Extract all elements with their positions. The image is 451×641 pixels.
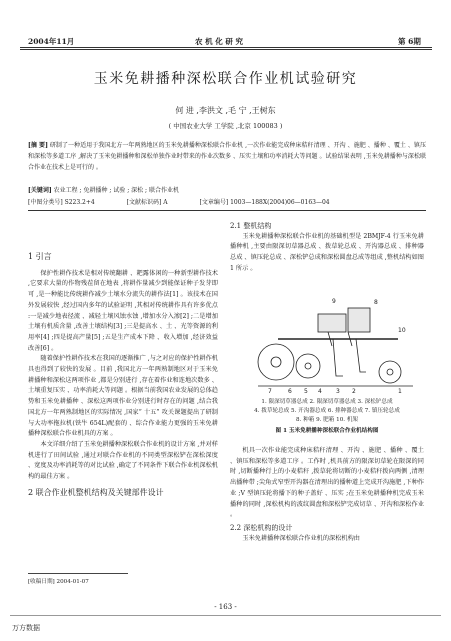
section-2-2-heading: 2.2 深松机构的设计 (230, 523, 293, 532)
seed-box (348, 308, 370, 332)
header-rule-thin (20, 49, 432, 50)
right-column-top (230, 221, 424, 275)
paragraph-subsoil-mechanism: 玉米免耕播种深松联合作业机的深松机构由 (242, 534, 360, 542)
label-3: 3 (336, 388, 340, 394)
machine-structure-figure (248, 294, 423, 394)
label-5: 5 (304, 388, 308, 394)
keywords-label: [关键词] (28, 187, 52, 194)
label-7: 7 (268, 388, 272, 394)
header-issue: 第 6期 (398, 37, 421, 46)
press-wheel (379, 361, 401, 383)
figure-legend-line-3: 8. 种箱 9. 肥箱 10. 机架 (295, 417, 359, 423)
figure-legend-line-1: 1. 限深切草器总成 2. 限深切草器总成 3. 深松铲总成 (261, 399, 393, 405)
abstract (28, 140, 426, 173)
paper-title: 玉米免耕播种深松联合作业机试验研究 (93, 71, 358, 87)
fertilizer-box (318, 314, 346, 332)
label-8: 8 (374, 299, 378, 306)
figure-caption: 图 1 玉米免耕播种深松联合作业机结构图 (275, 428, 379, 434)
subsoil-shank (333, 339, 343, 376)
figure-legend-line-2: 4. 拨草轮总成 5. 开沟器总成 6. 排种器总成 7. 镇压轮总成 (254, 408, 400, 414)
header-rule (20, 47, 432, 48)
authors: 何 进 ,李洪文 ,毛 宁 ,王树东 (175, 106, 276, 115)
wanfang-watermark: 万方数据 (12, 624, 40, 632)
header-date: 2004年11月 (28, 37, 75, 46)
footnote-rule (28, 573, 128, 574)
affiliation: ( 中国农业大学 工学院 ,北京 100083 ) (168, 122, 283, 130)
abstract-label: [摘 要] (28, 142, 48, 149)
paragraph-intro-3: 本文详细介绍了玉米免耕播种深松联合作业机的设计方案 ,并对样机进行了田间试验 ,通过对联合作业机的不同类型深松铲在深松深度 、宽度及功率消耗等的对比试验 ,确定了不同条件下联合作业机深松机构的最佳方案 。 (28, 440, 218, 481)
opener (356, 339, 366, 372)
paragraph-intro-2: 随着保护性耕作技术在我国的逐渐推广 ,与之对应的保护性耕作机具也得到了较快的发展 。目前 ,我国北方一年两熟制地区对于玉米免耕播种和深松这两项作业 ,都是分别进行 ,存在着作业和连地次数多 、土壤重复压实 、功率消耗大等问题 。根据当前我国农业发展的总体趋势和玉米免耕播种 、深松这两项作业分别进行时存在的问题 ,结合我国北方一年两熟制地区的实际情况 ,国家“ 十五” 攻关课题提出了研制与大功率拖拉机(铁牛 654L)配套的 、综合作业能力更强的玉米免耕播种深松联合作业机具的方案 。 (28, 355, 218, 438)
label-4: 4 (318, 388, 322, 394)
label-10: 10 (398, 327, 406, 334)
grass-kick-wheel (296, 354, 320, 378)
left-column (28, 252, 218, 498)
footer-rule (10, 615, 441, 616)
label-2: 2 (352, 388, 356, 394)
section-2-heading: 2 联合作业机整机结构及关键部件设计 (28, 487, 164, 497)
keywords-text: 农业工程 ; 免耕播种 ; 试验 ; 深松 ; 联合作业机 (53, 187, 179, 194)
document-code: [文献标识码] A (126, 199, 168, 206)
right-column-bottom (230, 446, 424, 544)
paragraph-structure: 玉米免耕播种深松联合作业机的基础机型是 2BMJF-4 行玉米免耕播种机 ,主要由限深切草器总成 、拨草轮总成 、开沟器总成 、排种器总成 、镇压轮总成 、深松铲总成和深松圆盘总成等组成 ,整机结构如图 1 所示 。 (230, 232, 424, 272)
abstract-rule (28, 210, 426, 211)
figure-legend (230, 398, 424, 436)
abstract-text: 研制了一种适用于我国北方一年两熟地区的玉米免耕播种深松联合作业机 ,一次作业能完成种床秸秆清理 、开沟 、施肥 、播种 、覆土 、镇压和深松等多道工序 ,解决了玉米免耕播种和深松单独作业时带来的作业次数多 、压实土壤和功率消耗大等问题 。试验结果表明 ,玉米免耕播种与深松联合作业在技术上是可行的 。 (28, 142, 426, 171)
section-2-1-heading: 2.1 整机结构 (230, 222, 272, 230)
section-1-heading: 1 引言 (28, 252, 52, 261)
article-id: [文章编号] 1003—188X(2004)06—0163—04 (199, 199, 330, 206)
received-date: [收稿日期] 2004-01-07 (28, 579, 89, 585)
label-9: 9 (332, 298, 336, 305)
label-1: 1 (398, 388, 402, 394)
paragraph-intro-1: 保护性耕作技术是相对传统翻耕 、耙露体闲的一种新型耕作技术 ,它要求大量的作物残茬留在地表 ,将耕作量减少到能保证种子发芽即可 ,是一种能比传统耕作减少土壤水分流失的耕作法[1] 。该技术在国外发展较快 ,经过国内多年的试验证明 ,其相对传统耕作具有许多优点 :一是减少地表径流 、减轻土壤风蚀水蚀 ,增加水分入渗[2] ;二是增加土壤有机质含量 ,改善土壤结构[3] ;三是提高水 、土 、光等资源的利用率[4] ;四是提高产量[5] ;五是生产成本下降 、收入增加 ,经济效益改善[6] 。 (28, 269, 218, 352)
paragraph-working-process: 机具一次作业能完成种床秸秆清理 、开沟 、施肥 、播种 、覆土 、镇压和深松等多道工序 。工作时 ,机具前方的限深切草轮在限深的同时 ,切断播种行上的小麦秸秆 ,拨草轮将切断的小麦秸秆拨向两侧 ,清理出播种带 ;尖角式窄型开沟器在清理出的播种道上完成开沟施肥 ,下种作业 ;V 型镇压轮将播下的种子盖好 、压实 ;在玉米免耕播种机完成玉米播种的同时 ,深松机构的波纹圆盘和深松铲完成切草 、开沟和深松作业 。 (230, 447, 424, 519)
header-journal: 农 机 化 研 究 (195, 37, 243, 46)
label-6: 6 (288, 388, 292, 394)
page-number: - 163 - (214, 603, 237, 611)
keywords (28, 185, 426, 194)
clc-number: [中图分类号] S223.2+4 (28, 199, 95, 206)
classification (28, 197, 426, 206)
depth-cutter-wheel (258, 344, 294, 380)
